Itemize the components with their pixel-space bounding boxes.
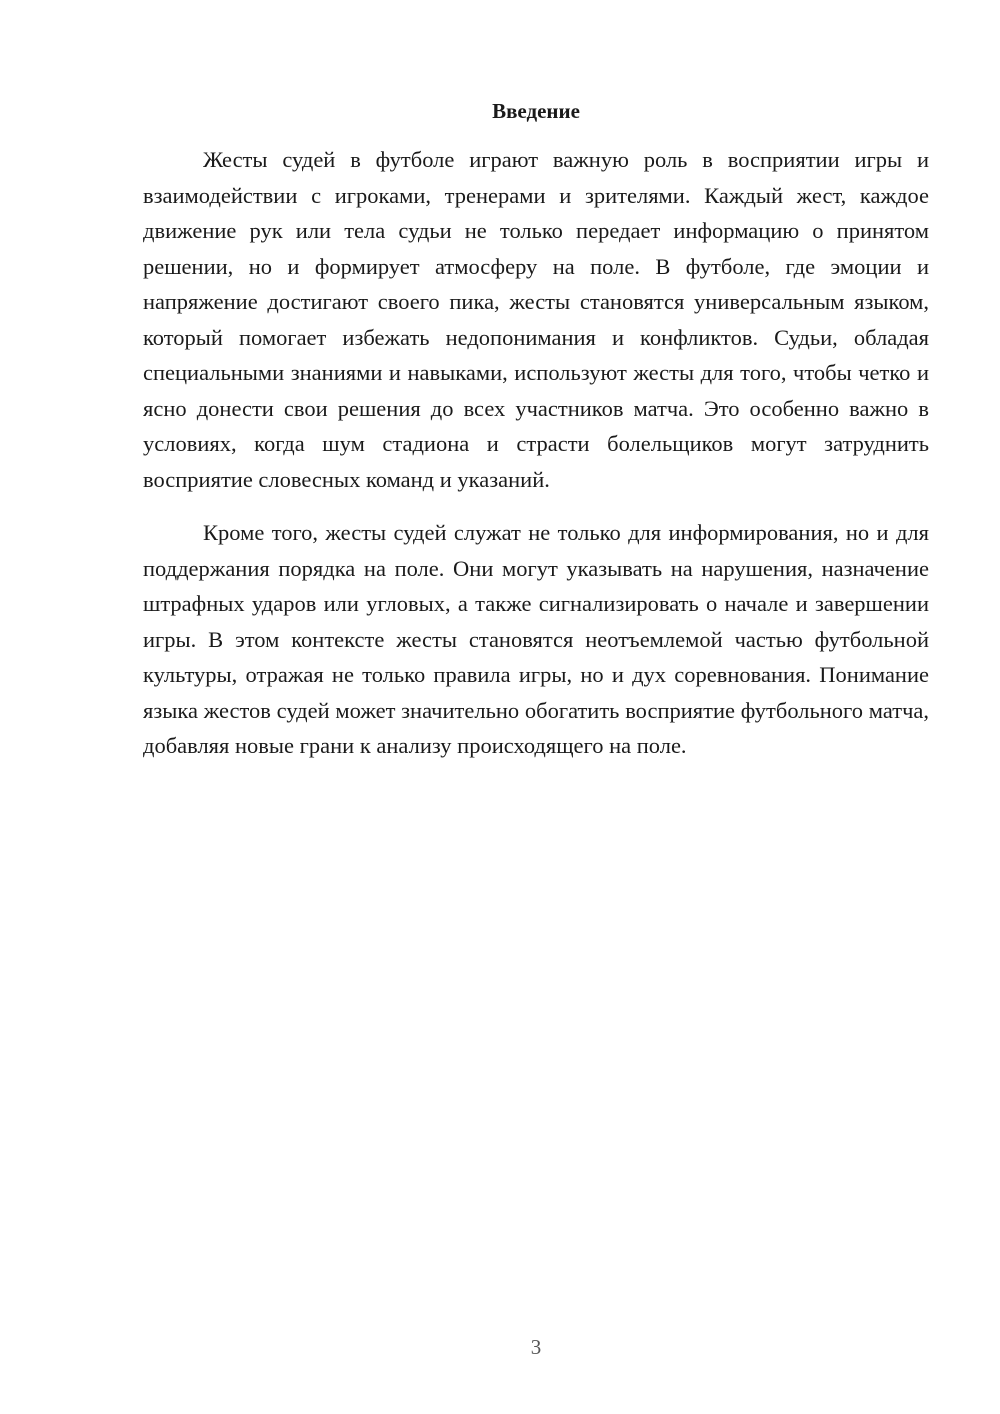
body-text: [143, 142, 929, 764]
paragraph-1: Жесты судей в футболе играют важную роль в восприятии игры и взаимодействии с игроками, тренерами и зрителями. Каждый жест, каждое движение рук или тела судьи не только передает информацию о принятом решении, но и формирует атмосферу на поле. В футболе, где эмоции и напряжение достигают своего пика, жесты становятся универсальным языком, который помогает избежать недопонимания и конфликтов. Судьи, обладая специальными знаниями и навыками, используют жесты для того, чтобы четко и ясно донести свои решения до всех участников матча. Это особенно важно в условиях, когда шум стадиона и страсти болельщиков могут затруднить восприятие словесных команд и указаний.: [143, 147, 929, 492]
paragraph-2: Кроме того, жесты судей служат не только для информирования, но и для поддержания порядка на поле. Они могут указывать на нарушения, назначение штрафных ударов или угловых, а также сигнализировать о начале и завершении игры. В этом контексте жесты становятся неотъемлемой частью футбольной культуры, отражая не только правила игры, но и дух соревнования. Понимание языка жестов судей может значительно обогатить восприятие футбольного матча, добавляя новые грани к анализу происходящего на поле.: [143, 520, 929, 758]
page-number: 3: [530, 1335, 542, 1359]
page-title: Введение: [492, 99, 580, 123]
